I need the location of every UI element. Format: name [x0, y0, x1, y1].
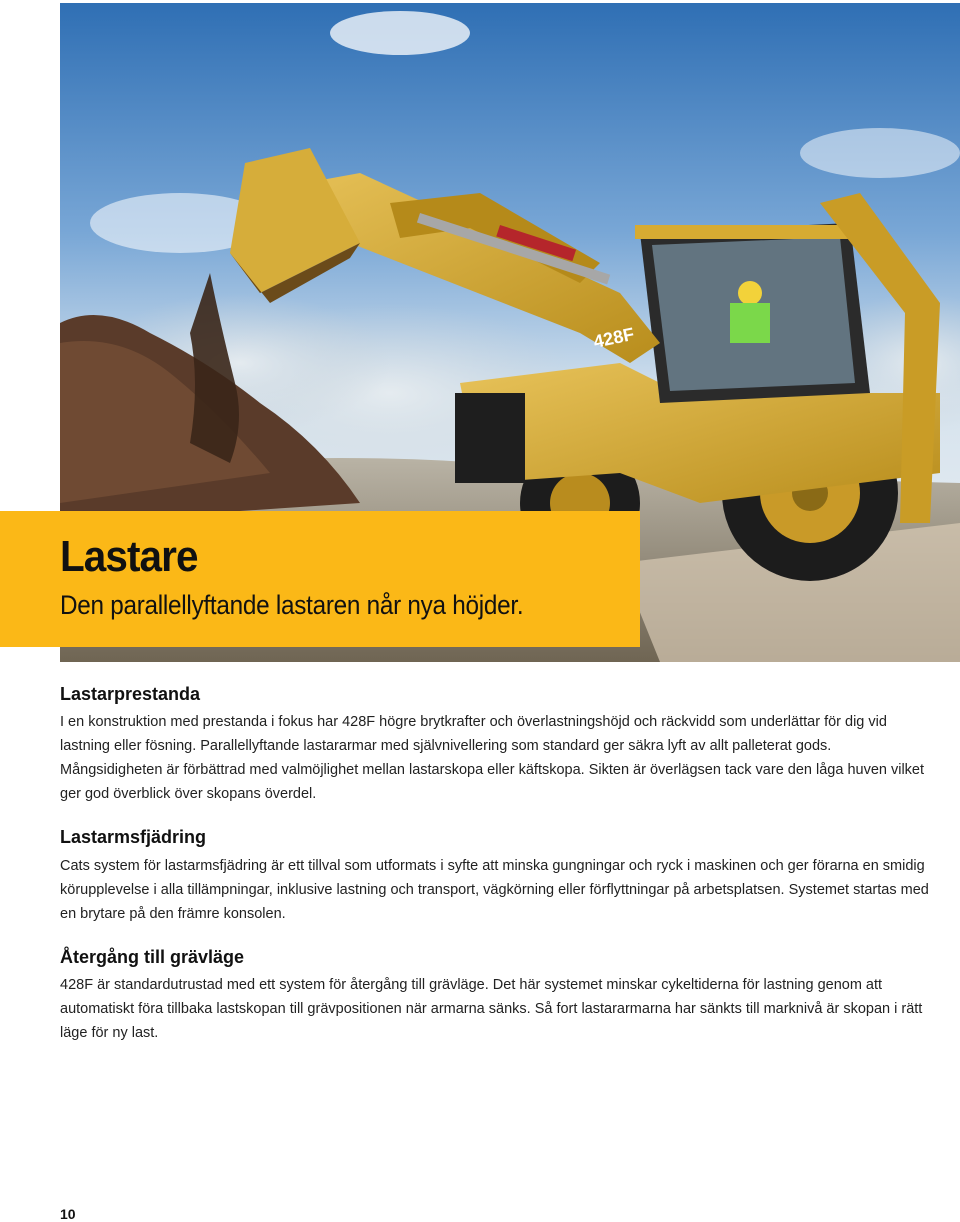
- section-heading: Återgång till grävläge: [60, 946, 245, 967]
- section-heading: Lastarprestanda: [60, 684, 201, 704]
- page-title: Lastare: [60, 532, 198, 581]
- page-subtitle: Den parallellyftande lastaren når nya höjder.: [60, 590, 524, 620]
- section-paragraph: Cats system för lastarmsfjädring är ett tillval som utformats i syfte att minska gungningar och ryck i maskinen och ger förarna en smidig körupplevelse i alla tillämpningar, inklusive lastning och transport, vägkörning eller förflyttningar på arbetsplatsen. Systemet startas med en brytare på den främre konsolen.: [60, 857, 929, 922]
- machine-model-label: 428F: [591, 323, 636, 352]
- section-paragraph: 428F är standardutrustad med ett system för återgång till grävläge. Det här systemet minskar cykeltiderna för lastning genom att automatiskt föra tillbaka lastskopan till grävpositionen när armarna sänks. Så fort lastararmarna har sänkts till marknivå är skopan i rätt läge för ny last.: [60, 977, 923, 1042]
- section-paragraph: I en konstruktion med prestanda i fokus har 428F högre brytkrafter och överlastningshöjd och räckvidd som underlättar för dig vid lastning eller fösning. Parallellyftande lastararmar med självnivellering som standard ger säkra lyft av allt palleterat gods. Mångsidigheten är förbättrad med valmöjlighet mellan lastarskopa eller käftskopa. Sikten är överlägsen tack vare den låga huven vilket ger god överblick över skopans överdel.: [60, 714, 925, 803]
- title-band: [0, 511, 640, 647]
- section-lastarprestanda: [60, 683, 930, 806]
- section-atergang-till-gravlage: [60, 946, 930, 1045]
- article-body: [60, 683, 930, 1065]
- section-lastarmsfjadring: [60, 826, 930, 925]
- section-heading: Lastarmsfjädring: [60, 827, 207, 848]
- page-number: 10: [60, 1206, 76, 1222]
